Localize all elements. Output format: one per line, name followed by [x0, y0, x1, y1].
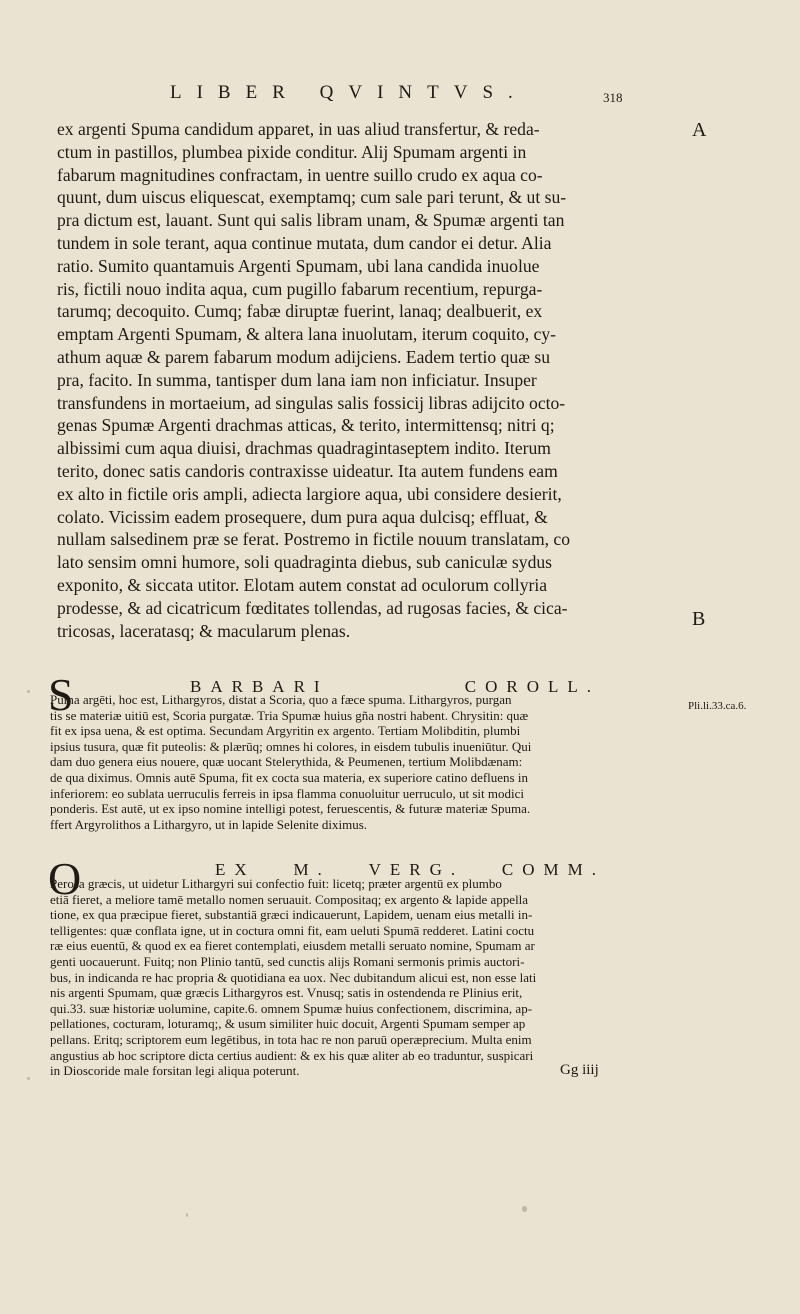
paper-spot — [186, 1213, 188, 1217]
margin-letter-b: B — [692, 608, 706, 630]
signature-mark: Gg iiij — [560, 1062, 599, 1078]
paper-spot — [522, 1206, 527, 1212]
text-line: pra, facito. In summa, tantisper dum lana iam non inficiatur. Insuper — [57, 369, 537, 390]
heading-word: BARBARI — [190, 677, 329, 696]
commentary-line: genti uocauerunt. Fuitq; non Plinio tantū, sed cunctis alijs Romani sermonis primis auctori- — [50, 953, 525, 969]
commentary-line: Puma argēti, hoc est, Lithargyros, distat a Scoria, quo a fæce spuma. Lithargyros, purgan — [50, 692, 512, 707]
commentary-verg — [50, 876, 685, 1079]
commentary-line: ffert Argyrolithos a Lithargyro, ut in lapide Selenite diximus. — [50, 816, 368, 832]
commentary-line: ræ eius euentū, & quod ex ea fieret contemplati, eiusdem metalli seruato nomine, Spumam ar — [50, 938, 535, 954]
commentary-line: inferiorem: eo sublata uerruculis ferreis in ipsa flamma conuoluitur uerruculo, ut sit modici — [50, 785, 524, 801]
text-line: exponito, & siccata utitor. Elotam autem constat ad oculorum collyria — [57, 574, 548, 595]
margin-letter-a: A — [692, 119, 707, 141]
paper-spot — [27, 690, 30, 693]
text-line: ris, fictili nouo indita aqua, cum pugillo fabarum recentium, repurga- — [57, 278, 543, 299]
heading-word: EX — [215, 860, 256, 879]
text-line: ctum in pastillos, plumbea pixide conditur. Alij Spumam argenti in — [57, 141, 527, 162]
commentary-line: fit ex ipsa uena, & est optima. Secundam Argyritin ex argento. Tertiam Molibditin, plumbi — [50, 723, 521, 739]
text-line: pra dictum est, lauant. Sunt qui salis libram unam, & Spumæ argenti tan — [57, 210, 565, 231]
heading-word: COMM. — [501, 860, 605, 879]
text-line: ex alto in fictile oris ampli, adiecta largiore aqua, ubi considere desierit, — [57, 483, 562, 504]
commentary-line: pellans. Eritq; scriptorem eum legētibus, in tota hac re non paruū operæprecium. Multa enim — [50, 1031, 532, 1047]
margin-reference: Pli.li.33.ca.6. — [688, 700, 747, 712]
commentary-line: de qua diximus. Omnis autē Spuma, fit ex cocta sua materia, ex superiore catino defluens in — [50, 769, 528, 785]
commentary-line: telligentes: quæ conflata igne, ut in coctura omni fit, eam ueluti Spumā redderet. Latini coctu — [50, 922, 535, 938]
text-line: terito, donec satis candoris contraxisse uideatur. Ita autem fundens eam — [57, 460, 558, 481]
main-text-block — [57, 118, 682, 642]
commentary-line: ponderis. Est autē, ut ex ipso nomine intelligi potest, feruescentis, & futuræ materiæ Spuma. — [50, 801, 531, 817]
text-line: tricosas, laceratasq; & macularum plenas. — [57, 620, 351, 641]
commentary-line: angustius ab hoc scriptore dicta certius audient: & ex his quæ aliter ab eo traduntur, suspicari — [50, 1047, 534, 1063]
text-line: fabarum magnitudines confractam, in uentre suillo crudo ex aqua co- — [57, 164, 543, 185]
drop-initial-o: O — [48, 853, 82, 904]
commentary-line: etiā fieret, a meliore tamē metallo nomen seruauit. Compositaq; ex argento & lapide appella — [50, 891, 529, 907]
heading-word: VERG. — [368, 860, 465, 879]
running-head: LIBER QVINTVS. — [170, 82, 528, 103]
commentary-line: qui.33. suæ historiæ uolumine, capite.6. omnem Spumæ huius confectionem, discrimina, ap- — [50, 1000, 533, 1016]
commentary-barbari — [50, 692, 685, 832]
folio-number: 318 — [603, 90, 623, 105]
text-line: tarumq; decoquito. Cumq; fabæ diruptæ fuerint, lanaq; dealbuerit, ex — [57, 301, 543, 322]
commentary-line: Perosa græcis, ut uidetur Lithargyri sui confectio fuit: licetq; præter argentū ex plumbo — [50, 876, 502, 891]
text-line: albissimi cum aqua diuisi, drachmas quadragintaseptem indito. Iterum — [57, 438, 551, 459]
paper-spot — [27, 1077, 30, 1080]
text-line: lato sensim omni humore, soli quadraginta diebus, sub caniculæ sydus — [57, 552, 553, 573]
text-line: tundem in sole terant, aqua continue mutata, dum candor ei detur. Alia — [57, 232, 552, 253]
commentary-line: ipsius tusura, quæ fit puteolis: & plærūq; omnes hi colores, in eisdem tubulis inueniūtur. Qui — [50, 738, 532, 754]
text-line: prodesse, & ad cicatricum fœditates tollendas, ad rugosas facies, & cica- — [57, 597, 568, 618]
text-line: ex argenti Spuma candidum apparet, in uas aliud transfertur, & reda- — [57, 119, 540, 139]
text-line: emptam Argenti Spumam, & altera lana inuolutam, iterum coquito, cy- — [57, 324, 557, 345]
commentary-line: bus, in indicanda re hac propria & quotidiana ea uox. Nec dubitandum alicui est, non esse lati — [50, 969, 537, 985]
drop-initial-s: S — [48, 669, 74, 720]
commentary-line: in Dioscoride male forsitan legi aliqua poterunt. — [50, 1063, 300, 1079]
text-line: colato. Vicissim eadem prosequere, dum pura aqua dulcisq; effluat, & — [57, 506, 548, 527]
text-line: nullam salsedinem præ se ferat. Postremo in fictile nouum translatam, co — [57, 529, 571, 550]
text-line: quunt, dum uiscus eliquescat, exemptamq; cum sale pari terunt, & ut su- — [57, 187, 567, 208]
text-line: transfundens in mortaeium, ad singulas salis fossicij libras adijcito octo- — [57, 392, 566, 413]
commentary-line: tione, ex qua præcipue fieret, substantiā græci indicauerunt, Lapidem, uenam eius metalli in- — [50, 907, 533, 923]
commentary-line: tis se materiæ uitiū est, Scoria purgatæ. Tria Spumæ huius gña nostri habent. Chrysitin: quæ — [50, 707, 529, 723]
commentary-line: pellationes, cocturam, loturamq;, & usum similiter huic docuit, Argenti Spumam semper ap — [50, 1016, 526, 1032]
heading-word: M. — [293, 860, 331, 879]
heading-word: COROLL. — [464, 677, 600, 696]
text-line: genas Spumæ Argenti drachmas atticas, & terito, intermittensq; nitri q; — [57, 415, 555, 436]
text-line: athum aquæ & parem fabarum modum adijciens. Eadem tertio quæ su — [57, 346, 550, 367]
text-line: ratio. Sumito quantamuis Argenti Spumam, ubi lana candida inuolue — [57, 255, 540, 276]
commentary-line: nis argenti Spumam, quæ græcis Lithargyros est. Vnusq; satis in ostendenda re Plinius erit, — [50, 985, 523, 1001]
commentary-line: dam duo genera eius nouere, quæ uocant Stelerythida, & Peumenen, tertium Molibdænam: — [50, 754, 523, 770]
